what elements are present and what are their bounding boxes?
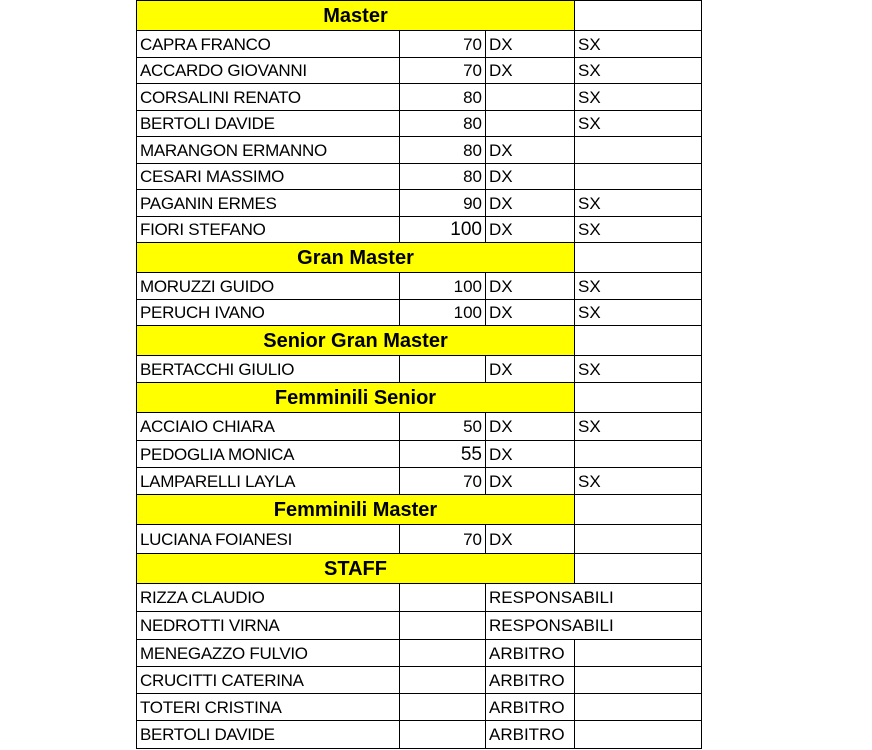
roster-table	[136, 0, 702, 749]
empty-cell	[575, 640, 702, 667]
section-header-master	[137, 1, 702, 31]
staff-name: NEDROTTI VIRNA	[137, 612, 400, 640]
staff-role: RESPONSABILI	[486, 612, 702, 640]
sx-mark	[575, 441, 702, 468]
empty-cell	[575, 383, 702, 413]
sx-mark: SX	[575, 190, 702, 217]
athlete-name: BERTACCHI GIULIO	[137, 356, 400, 383]
table-row	[137, 640, 702, 667]
table-row	[137, 413, 702, 441]
section-title: Femminili Master	[137, 495, 575, 525]
empty-cell	[575, 1, 702, 31]
sx-mark: SX	[575, 468, 702, 495]
athlete-name: CORSALINI RENATO	[137, 84, 400, 111]
dx-mark: DX	[486, 137, 575, 164]
dx-mark: DX	[486, 31, 575, 58]
table-row	[137, 525, 702, 554]
sx-mark: SX	[575, 413, 702, 441]
section-header-staff	[137, 554, 702, 584]
weight-value: 70	[400, 468, 486, 495]
dx-mark: DX	[486, 190, 575, 217]
empty-cell	[575, 554, 702, 584]
empty-cell	[575, 243, 702, 273]
table-row	[137, 612, 702, 640]
table-row	[137, 190, 702, 217]
empty-cell	[400, 640, 486, 667]
sx-mark: SX	[575, 84, 702, 111]
table-row	[137, 300, 702, 326]
table-row	[137, 137, 702, 164]
table-row	[137, 217, 702, 243]
athlete-name: PEDOGLIA MONICA	[137, 441, 400, 468]
athlete-name: MORUZZI GUIDO	[137, 273, 400, 300]
sx-mark: SX	[575, 273, 702, 300]
athlete-name: ACCIAIO CHIARA	[137, 413, 400, 441]
table-row	[137, 273, 702, 300]
weight-value: 70	[400, 31, 486, 58]
empty-cell	[575, 326, 702, 356]
weight-value: 90	[400, 190, 486, 217]
weight-value	[400, 356, 486, 383]
staff-role: ARBITRO	[486, 694, 575, 721]
athlete-name: ACCARDO GIOVANNI	[137, 58, 400, 84]
dx-mark: DX	[486, 300, 575, 326]
table-row	[137, 356, 702, 383]
dx-mark: DX	[486, 164, 575, 190]
dx-mark: DX	[486, 413, 575, 441]
table-row	[137, 31, 702, 58]
weight-value: 70	[400, 525, 486, 554]
staff-name: TOTERI CRISTINA	[137, 694, 400, 721]
section-header-femminili-senior	[137, 383, 702, 413]
table-row	[137, 58, 702, 84]
staff-name: BERTOLI DAVIDE	[137, 721, 400, 749]
empty-cell	[400, 721, 486, 749]
sx-mark: SX	[575, 300, 702, 326]
athlete-name: MARANGON ERMANNO	[137, 137, 400, 164]
sx-mark: SX	[575, 58, 702, 84]
athlete-name: PERUCH IVANO	[137, 300, 400, 326]
sx-mark	[575, 164, 702, 190]
athlete-name: LAMPARELLI LAYLA	[137, 468, 400, 495]
empty-cell	[575, 694, 702, 721]
dx-mark: DX	[486, 468, 575, 495]
section-header-femminili-master	[137, 495, 702, 525]
sx-mark: SX	[575, 356, 702, 383]
weight-value: 80	[400, 84, 486, 111]
staff-role: RESPONSABILI	[486, 584, 702, 612]
athlete-name: FIORI STEFANO	[137, 217, 400, 243]
staff-role: ARBITRO	[486, 721, 575, 749]
weight-value: 80	[400, 137, 486, 164]
table-row	[137, 667, 702, 694]
empty-cell	[400, 612, 486, 640]
section-title: Femminili Senior	[137, 383, 575, 413]
staff-role: ARBITRO	[486, 640, 575, 667]
dx-mark: DX	[486, 525, 575, 554]
sx-mark	[575, 137, 702, 164]
table-row	[137, 584, 702, 612]
dx-mark: DX	[486, 217, 575, 243]
empty-cell	[575, 495, 702, 525]
empty-cell	[400, 694, 486, 721]
sx-mark: SX	[575, 217, 702, 243]
weight-value: 50	[400, 413, 486, 441]
sx-mark	[575, 525, 702, 554]
section-title: Gran Master	[137, 243, 575, 273]
section-header-senior-gran-master	[137, 326, 702, 356]
dx-mark: DX	[486, 58, 575, 84]
section-title: STAFF	[137, 554, 575, 584]
weight-value: 80	[400, 164, 486, 190]
table-row	[137, 468, 702, 495]
table-row	[137, 111, 702, 137]
dx-mark	[486, 84, 575, 111]
weight-value: 100	[400, 217, 486, 243]
section-title: Master	[137, 1, 575, 31]
dx-mark: DX	[486, 273, 575, 300]
athlete-name: CESARI MASSIMO	[137, 164, 400, 190]
table-row	[137, 694, 702, 721]
table-row	[137, 84, 702, 111]
table-row	[137, 721, 702, 749]
dx-mark: DX	[486, 356, 575, 383]
empty-cell	[400, 584, 486, 612]
sx-mark: SX	[575, 31, 702, 58]
dx-mark: DX	[486, 441, 575, 468]
weight-value: 70	[400, 58, 486, 84]
weight-value: 80	[400, 111, 486, 137]
athlete-name: CAPRA FRANCO	[137, 31, 400, 58]
staff-name: MENEGAZZO FULVIO	[137, 640, 400, 667]
empty-cell	[400, 667, 486, 694]
table-row	[137, 441, 702, 468]
staff-name: RIZZA CLAUDIO	[137, 584, 400, 612]
sx-mark: SX	[575, 111, 702, 137]
section-header-gran-master	[137, 243, 702, 273]
athlete-name: LUCIANA FOIANESI	[137, 525, 400, 554]
staff-role: ARBITRO	[486, 667, 575, 694]
athlete-name: BERTOLI DAVIDE	[137, 111, 400, 137]
staff-name: CRUCITTI CATERINA	[137, 667, 400, 694]
empty-cell	[575, 721, 702, 749]
weight-value: 55	[400, 441, 486, 468]
weight-value: 100	[400, 300, 486, 326]
section-title: Senior Gran Master	[137, 326, 575, 356]
weight-value: 100	[400, 273, 486, 300]
table-row	[137, 164, 702, 190]
empty-cell	[575, 667, 702, 694]
athlete-name: PAGANIN ERMES	[137, 190, 400, 217]
dx-mark	[486, 111, 575, 137]
